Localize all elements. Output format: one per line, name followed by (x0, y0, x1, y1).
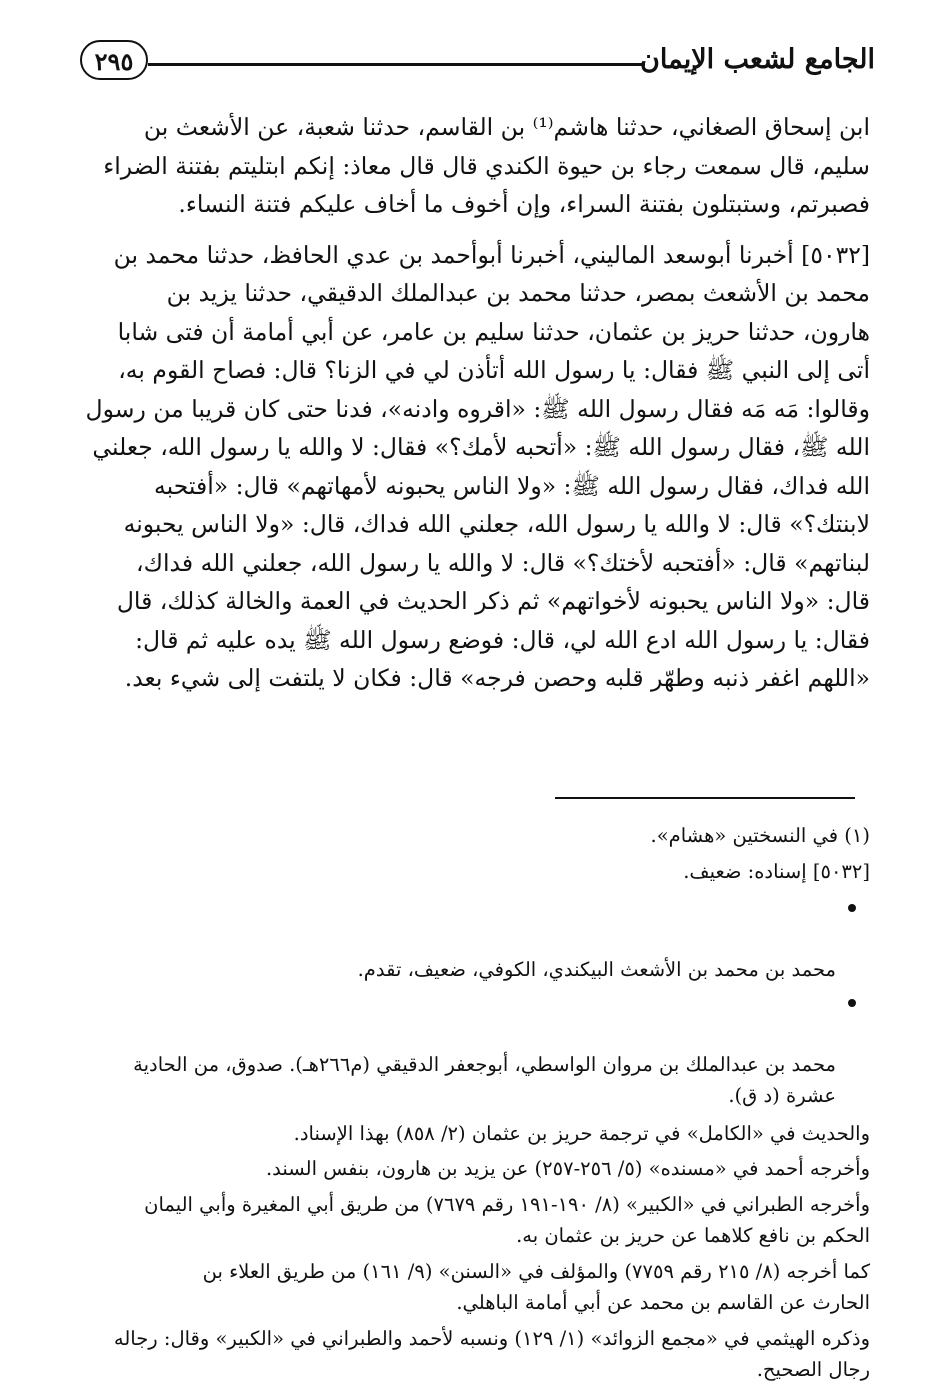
narrator-note (80, 986, 870, 1112)
paragraph-hadith-5032: [٥٠٣٢] أخبرنا أبوسعد الماليني، أخبرنا أبوأحمد بن عدي الحافظ، حدثنا محمد بن محمد بن الأشعث بمصر، حدثنا محمد بن عبدالملك الدقيقي، حدثنا يزيد بن هارون، حدثنا حريز بن عثمان، حدثنا سليم بن عامر، عن أبي أمامة أن فتى شابا أتى إلى النبي ﷺ فقال: يا رسول الله أتأذن لي في الزنا؟ قال: فصاح القوم به، وقالوا: مَه مَه فقال رسول الله ﷺ: «اقروه وادنه»، فدنا حتى كان قريبا من رسول الله ﷺ، فقال رسول الله ﷺ: «أتحبه لأمك؟» فقال: لا والله يا رسول الله، جعلني الله فداك، فقال رسول الله ﷺ: «ولا الناس يحبونه لأمهاتهم» قال: «أفتحبه لابنتك؟» قال: لا والله يا رسول الله، جعلني الله فداك، قال: «ولا الناس يحبونه لبناتهم» قال: «أفتحبه لأختك؟» قال: لا والله يا رسول الله، جعلني الله فداك، قال: «ولا الناس يحبونه لأخواتهم» ثم ذكر الحديث في العمة والخالة كذلك، قال فقال: يا رسول الله ادع الله لي، قال: فوضع رسول الله ﷺ يده عليه ثم قال: «اللهم اغفر ذنبه وطهّر قلبه وحصن فرجه» قال: فكان لا يلتفت إلى شيء بعد. (85, 240, 870, 692)
footnote-separator (555, 797, 855, 799)
reference-note: وذكره الهيثمي في «مجمع الزوائد» (١/ ١٢٩) ونسبه لأحمد والطبراني في «الكبير» وقال: رجاله رجال الصحيح. (113, 1326, 870, 1381)
narrator-note-text: محمد بن محمد بن الأشعث البيكندي، الكوفي، ضعيف، تقدم. (357, 958, 836, 981)
reference-note: وأخرجه الطبراني في «الكبير» (٨/ ١٩٠-١٩١ رقم ٧٦٧٩) من طريق أبي المغيرة وأبي اليمان الحكم بن نافع كلاهما عن حريز بن عثمان به. (144, 1192, 870, 1247)
reference-note: وأخرجه أحمد في «مسنده» (٥/ ٢٥٦-٢٥٧) عن يزيد بن هارون، بنفس السند. (265, 1157, 870, 1180)
bullet-icon (848, 904, 856, 912)
isnad-grade: [٥٠٣٢] إسناده: ضعيف. (683, 859, 870, 883)
reference-note: والحديث في «الكامل» في ترجمة حريز بن عثمان (٢/ ٨٥٨) بهذا الإسناد. (293, 1121, 870, 1145)
narrator-note (80, 891, 870, 986)
header-rule (148, 63, 645, 66)
book-title: الجامع لشعب الإيمان (640, 44, 875, 75)
paragraph-continuation: ابن إسحاق الصغاني، حدثنا هاشم⁽¹⁾ بن القاسم، حدثنا شعبة، عن الأشعث بن سليم، قال سمعت رجاء بن حيوة الكندي قال قال معاذ: إنكم ابتليتم بفتنة الضراء فصبرتم، وستبتلون بفتنة السراء، وإن أخوف ما أخاف عليكم فتنة النساء. (103, 113, 870, 218)
reference-note: كما أخرجه (٨/ ٢١٥ رقم ٧٧٥٩) والمؤلف في «السنن» (٩/ ١٦١) من طريق العلاء بن الحارث عن القاسم بن محمد عن أبي أمامة الباهلي. (202, 1259, 870, 1314)
footnotes (80, 820, 870, 1390)
narrator-note-text: محمد بن عبدالملك بن مروان الواسطي، أبوجعفر الدقيقي (م٢٦٦هـ). صدوق، من الحادية عشرة (د ق). (133, 1052, 836, 1107)
bullet-icon (848, 999, 856, 1007)
running-header (80, 38, 875, 88)
main-text (80, 108, 870, 698)
footnote-1: (١) في النسختين «هشام». (650, 824, 870, 847)
page-number: ٢٩٥ (80, 40, 148, 80)
